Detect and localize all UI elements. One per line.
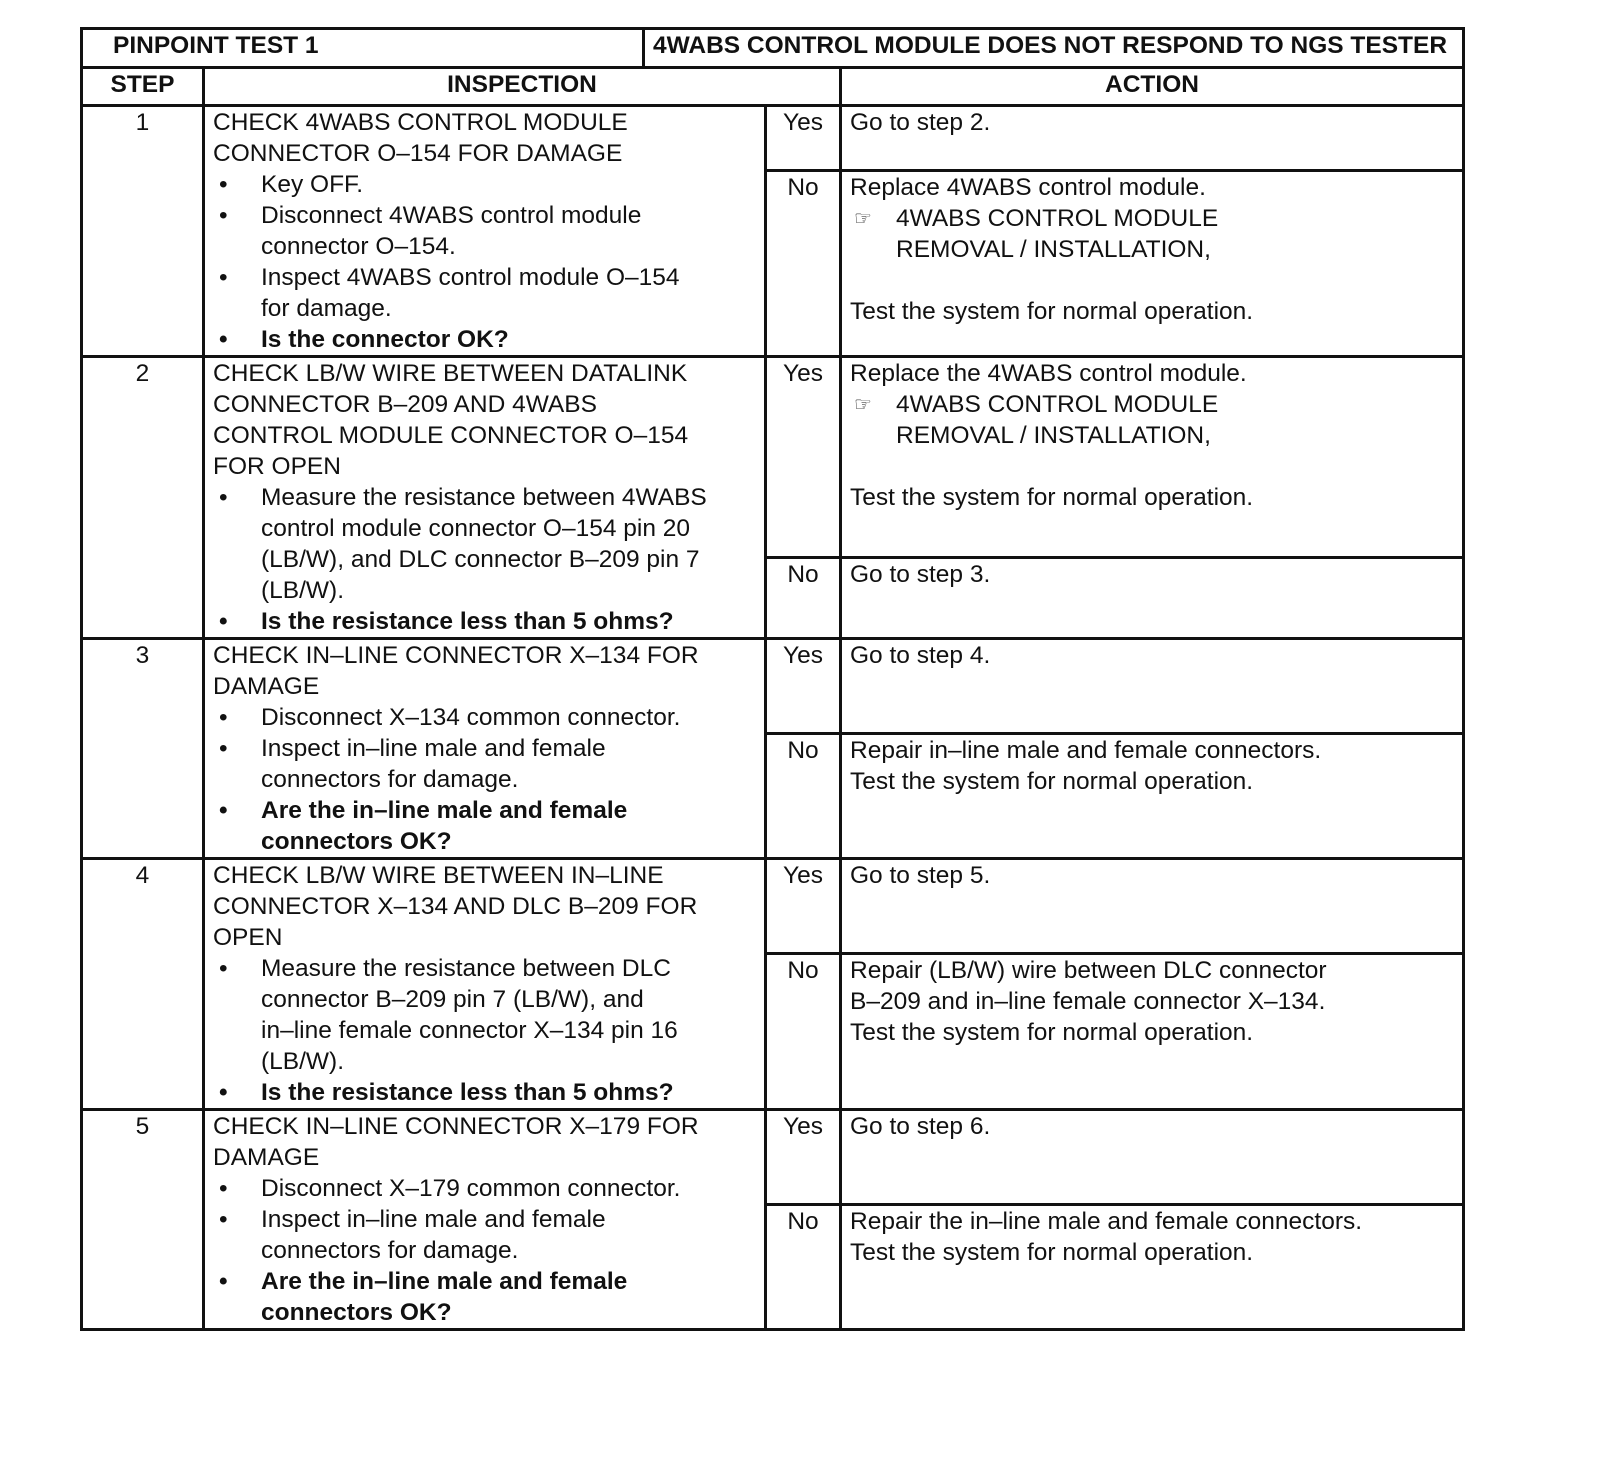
test-id: PINPOINT TEST 1	[82, 29, 644, 68]
step-3-yes-row	[82, 639, 1464, 734]
bullet-item: • Key OFF.	[213, 169, 756, 200]
bullet-item: • Measure the resistance between 4WABS control module connector O–154 pin 20 (LB/W), and DLC connector B–209 pin 7 (LB/W).	[213, 482, 756, 606]
no-action: Repair the in–line male and female connectors. Test the system for normal operation.	[841, 1205, 1464, 1330]
bullet-item: • Inspect in–line male and female connectors for damage.	[213, 733, 756, 795]
bullet-question: • Is the resistance less than 5 ohms?	[213, 1077, 756, 1108]
inspection-bullets	[213, 169, 756, 355]
no-action: Replace 4WABS control module. ☞ 4WABS CONTROL MODULE REMOVAL / INSTALLATION, Test the system for normal operation.	[841, 171, 1464, 357]
no-label: No	[766, 171, 841, 357]
step-number: 1	[82, 106, 204, 357]
inspection-bullets	[213, 702, 756, 857]
step-4-yes-row	[82, 859, 1464, 954]
yes-label: Yes	[766, 1110, 841, 1205]
bullet-item: • Measure the resistance between DLC connector B–209 pin 7 (LB/W), and in–line female connector X–134 pin 16 (LB/W).	[213, 953, 756, 1077]
test-title: 4WABS CONTROL MODULE DOES NOT RESPOND TO NGS TESTER	[644, 29, 1464, 68]
step-1-yes-row	[82, 106, 1464, 171]
inspection-bullets	[213, 1173, 756, 1328]
yes-label: Yes	[766, 106, 841, 171]
inspection-title: CHECK LB/W WIRE BETWEEN DATALINK CONNECTOR B–209 AND 4WABS CONTROL MODULE CONNECTOR O–154 FOR OPEN	[213, 360, 689, 480]
step-number: 2	[82, 357, 204, 639]
reference-link[interactable]: ☞ 4WABS CONTROL MODULE REMOVAL / INSTALLATION,	[854, 391, 1219, 449]
no-label: No	[766, 1205, 841, 1330]
bullet-question: • Are the in–line male and female connectors OK?	[213, 795, 756, 857]
inspection-cell	[204, 357, 766, 639]
inspection-bullets	[213, 953, 756, 1108]
inspection-cell	[204, 859, 766, 1110]
inspection-cell	[204, 1110, 766, 1330]
step-number: 5	[82, 1110, 204, 1330]
inspection-cell	[204, 106, 766, 357]
inspection-bullets	[213, 482, 756, 637]
bullet-item: • Disconnect X–179 common connector.	[213, 1173, 756, 1204]
bullet-question: • Are the in–line male and female connectors OK?	[213, 1266, 756, 1328]
step-number: 4	[82, 859, 204, 1110]
inspection-title: CHECK 4WABS CONTROL MODULE CONNECTOR O–154 FOR DAMAGE	[213, 109, 628, 167]
reference-link[interactable]: ☞ 4WABS CONTROL MODULE REMOVAL / INSTALLATION,	[854, 205, 1219, 263]
bullet-item: • Inspect in–line male and female connectors for damage.	[213, 1204, 756, 1266]
yes-action: Replace the 4WABS control module. ☞ 4WABS CONTROL MODULE REMOVAL / INSTALLATION, Test the system for normal operation.	[841, 357, 1464, 558]
pinpoint-test-table	[80, 27, 1465, 1331]
yes-label: Yes	[766, 859, 841, 954]
no-action: Go to step 3.	[841, 558, 1464, 639]
step-2-yes-row	[82, 357, 1464, 558]
yes-action: Go to step 4.	[841, 639, 1464, 734]
yes-action: Go to step 2.	[841, 106, 1464, 171]
no-label: No	[766, 558, 841, 639]
pointing-hand-icon: ☞	[854, 208, 872, 230]
yes-action: Go to step 5.	[841, 859, 1464, 954]
inspection-title: CHECK LB/W WIRE BETWEEN IN–LINE CONNECTOR X–134 AND DLC B–209 FOR OPEN	[213, 862, 698, 951]
yes-label: Yes	[766, 639, 841, 734]
bullet-item: • Disconnect 4WABS control module connector O–154.	[213, 200, 756, 262]
inspection-cell	[204, 639, 766, 859]
no-action: Repair (LB/W) wire between DLC connector B–209 and in–line female connector X–134. Test the system for normal operation.	[841, 954, 1464, 1110]
no-label: No	[766, 734, 841, 859]
step-5-yes-row	[82, 1110, 1464, 1205]
no-label: No	[766, 954, 841, 1110]
no-action: Repair in–line male and female connectors. Test the system for normal operation.	[841, 734, 1464, 859]
inspection-title: CHECK IN–LINE CONNECTOR X–179 FOR DAMAGE	[213, 1113, 699, 1171]
header-row	[82, 68, 1464, 106]
yes-label: Yes	[766, 357, 841, 558]
bullet-question: • Is the connector OK?	[213, 324, 756, 355]
bullet-item: • Inspect 4WABS control module O–154 for damage.	[213, 262, 756, 324]
pointing-hand-icon: ☞	[854, 394, 872, 416]
step-header: STEP	[82, 68, 204, 106]
inspection-header: INSPECTION	[204, 68, 841, 106]
inspection-title: CHECK IN–LINE CONNECTOR X–134 FOR DAMAGE	[213, 642, 699, 700]
yes-action: Go to step 6.	[841, 1110, 1464, 1205]
title-row	[82, 29, 1464, 68]
action-header: ACTION	[841, 68, 1464, 106]
step-number: 3	[82, 639, 204, 859]
bullet-item: • Disconnect X–134 common connector.	[213, 702, 756, 733]
bullet-question: • Is the resistance less than 5 ohms?	[213, 606, 756, 637]
